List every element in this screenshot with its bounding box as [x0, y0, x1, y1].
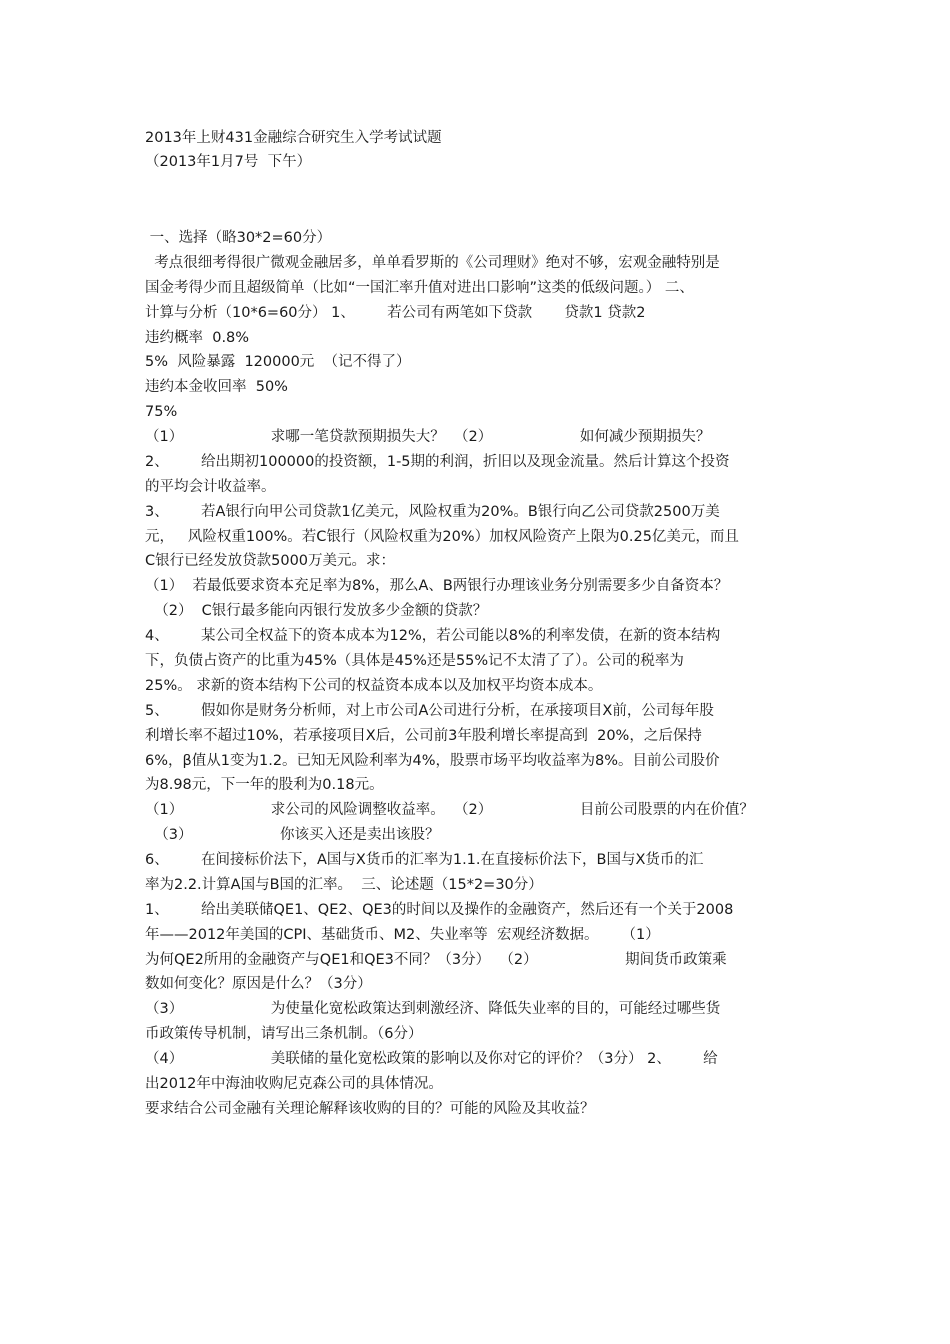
text-line: 6%，β值从1变为1.2。已知无风险利率为4%，股票市场平均收益率为8%。目前公司股价	[145, 753, 720, 769]
text-line: 5、 假如你是财务分析师，对上市公司A公司进行分析，在承接项目X前，公司每年股	[145, 703, 714, 719]
text-line: 国金考得少而且超级简单（比如“一国汇率升值对进出口影响”这类的低级问题。） 二、	[145, 280, 694, 296]
section-1-heading: 一、选择（略30*2=60分）	[145, 230, 332, 246]
text-line: 为何QE2所用的金融资产与QE1和QE3不同？（3分） （2） 期间货币政策乘	[145, 952, 727, 968]
text-line: 违约本金收回率 50%	[145, 379, 288, 395]
text-line: 的平均会计收益率。	[145, 479, 276, 495]
text-line: 数如何变化？原因是什么？（3分）	[145, 976, 372, 992]
text-line: 2、 给出期初100000的投资额，1-5期的利润，折旧以及现金流量。然后计算这个投资	[145, 454, 730, 470]
text-line: 25%。 求新的资本结构下公司的权益资本成本以及加权平均资本成本。	[145, 678, 603, 694]
document-title: 2013年上财431金融综合研究生入学考试试题	[145, 130, 442, 146]
text-line: 75%	[145, 404, 178, 420]
text-line: 元， 风险权重100%。若C银行（风险权重为20%）加权风险资产上限为0.25亿美元，而且	[145, 529, 739, 545]
text-line: （1） 求公司的风险调整收益率。 （2） 目前公司股票的内在价值？	[145, 802, 754, 818]
text-line: （1） 求哪一笔贷款预期损失大？ （2） 如何减少预期损失？	[145, 429, 711, 445]
text-line: 违约概率 0.8%	[145, 330, 250, 346]
text-line: （3） 为使量化宽松政策达到刺激经济、降低失业率的目的，可能经过哪些货	[145, 1001, 721, 1017]
text-line: 4、 某公司全权益下的资本成本为12%，若公司能以8%的利率发债，在新的资本结构	[145, 628, 721, 644]
text-line: C银行已经发放贷款5000万美元。求：	[145, 553, 396, 569]
text-line: 5% 风险暴露 120000元 （记不得了）	[145, 354, 411, 370]
text-line: （4） 美联储的量化宽松政策的影响以及你对它的评价？（3分） 2、 给	[145, 1051, 718, 1067]
text-line: 为8.98元，下一年的股利为0.18元。	[145, 777, 384, 793]
text-line: 6、 在间接标价法下，A国与X货币的汇率为1.1.在直接标价法下，B国与X货币的汇	[145, 852, 704, 868]
exam-date: （2013年1月7号 下午）	[145, 154, 312, 170]
text-line: 利增长率不超过10%，若承接项目X后，公司前3年股利增长率提高到 20%，之后保持	[145, 728, 702, 744]
text-line: 3、 若A银行向甲公司贷款1亿美元，风险权重为20%。B银行向乙公司贷款2500万美	[145, 504, 720, 520]
text-line: 年——2012年美国的CPI、基础货币、M2、失业率等 宏观经济数据。 （1）	[145, 927, 660, 943]
text-line: （3） 你该买入还是卖出该股？	[145, 827, 440, 843]
text-line: 下，负债占资产的比重为45%（具体是45%还是55%记不太清了了）。公司的税率为	[145, 653, 684, 669]
text-line: 出2012年中海油收购尼克森公司的具体情况。	[145, 1076, 443, 1092]
text-line: （2） C银行最多能向丙银行发放多少金额的贷款？	[145, 603, 488, 619]
text-line: 币政策传导机制，请写出三条机制。（6分）	[145, 1026, 423, 1042]
text-line: 要求结合公司金融有关理论解释该收购的目的？可能的风险及其收益？	[145, 1101, 595, 1117]
text-line: 计算与分析（10*6=60分） 1、 若公司有两笔如下贷款 贷款1 贷款2	[145, 305, 646, 321]
text-line: 1、 给出美联储QE1、QE2、QE3的时间以及操作的金融资产，然后还有一个关于2008	[145, 902, 734, 918]
text-line: 考点很细考得很广微观金融居多，单单看罗斯的《公司理财》绝对不够，宏观金融特别是	[145, 255, 720, 271]
text-line: （1） 若最低要求资本充足率为8%，那么A、B两银行办理该业务分别需要多少自备资本？	[145, 578, 729, 594]
text-line: 率为2.2.计算A国与B国的汇率。 三、论述题（15*2=30分）	[145, 877, 543, 893]
